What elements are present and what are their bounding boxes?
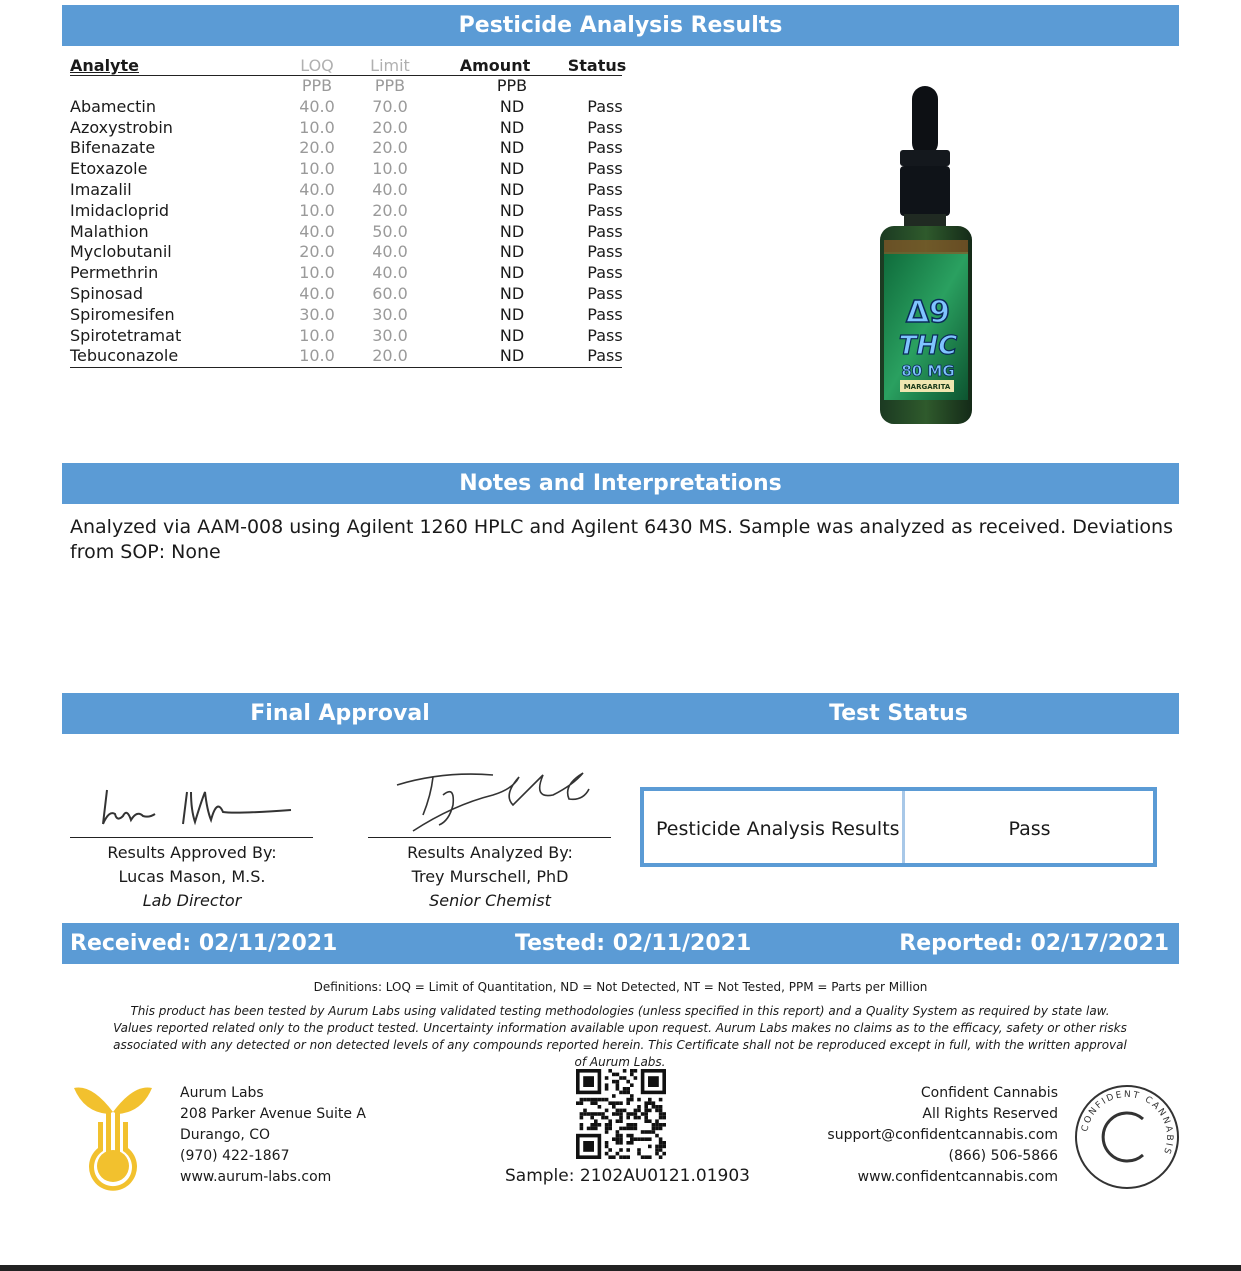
received-date: Received: 02/11/2021	[70, 931, 338, 956]
status-cell: Pass	[587, 138, 623, 158]
analyte-cell: Imazalil	[70, 179, 132, 199]
table-row	[70, 180, 622, 201]
amount-cell: ND	[499, 304, 525, 324]
disclaimer-text: This product has been tested by Aurum Labs using validated testing methodologies (unless specified in this report) and a Quality System as required by state law. Values reported related only to the product tested. Uncertainty information available upon request. Aurum Labs makes no claims as to the efficacy, safety or other risks associated with any detected or non detected levels of any compounds reported herein. This Certificate shall not be reproduced except in full, with the written approval of Aurum Labs.	[113, 1004, 1127, 1069]
loq-cell: 10.0	[299, 346, 335, 366]
limit-cell: 40.0	[372, 242, 408, 262]
table-row	[70, 201, 622, 222]
seal-text: CONFIDENT CANNABIS	[1080, 1089, 1175, 1157]
amount-cell: ND	[499, 263, 525, 283]
cc-email: support@confidentcannabis.com	[827, 1127, 1058, 1143]
units-row	[70, 76, 622, 97]
approver-name: Lucas Mason, M.S.	[118, 867, 266, 886]
pesticide-table	[70, 56, 627, 368]
aurum-labs-logo	[72, 1082, 154, 1192]
table-row	[70, 138, 622, 159]
cc-phone: (866) 506-5866	[948, 1148, 1058, 1164]
pesticide-section-title: Pesticide Analysis Results	[458, 13, 783, 38]
final-approval-title: Final Approval	[250, 701, 430, 726]
qr-code[interactable]	[576, 1069, 666, 1159]
loq-cell: 20.0	[299, 242, 335, 262]
limit-cell: 20.0	[372, 117, 408, 137]
loq-cell: 40.0	[299, 221, 335, 241]
analyst-signature	[393, 765, 593, 837]
approval-header-band	[62, 693, 1179, 734]
limit-cell: 20.0	[372, 200, 408, 220]
label-delta9: Δ9	[905, 295, 951, 330]
analyte-cell: Tebuconazole	[70, 346, 179, 366]
limit-cell: 20.0	[372, 346, 408, 366]
test-status-box	[640, 787, 1157, 867]
limit-cell: 70.0	[372, 96, 408, 116]
analyst-block	[368, 841, 612, 913]
amount-cell: ND	[499, 200, 525, 220]
header-amount: Amount	[459, 56, 531, 75]
lab-address-block	[180, 1083, 366, 1188]
table-row	[70, 118, 622, 139]
notes-section-title: Notes and Interpretations	[459, 471, 782, 496]
status-cell: Pass	[587, 117, 623, 137]
cc-rights: All Rights Reserved	[922, 1106, 1058, 1122]
status-cell: Pass	[587, 159, 623, 179]
bottom-bar	[0, 1265, 1241, 1271]
table-row	[70, 242, 622, 263]
loq-cell: 10.0	[299, 117, 335, 137]
notes-header-band	[62, 463, 1179, 504]
amount-cell: ND	[499, 117, 525, 137]
confident-cannabis-seal-icon	[1073, 1083, 1181, 1191]
header-loq: LOQ	[300, 56, 334, 75]
analyst-role: Senior Chemist	[429, 891, 551, 910]
analyte-cell: Spinosad	[70, 283, 143, 303]
label-flavor: MARGARITA	[903, 383, 951, 391]
analyst-name: Trey Murschell, PhD	[411, 867, 569, 886]
label-dose: 80 MG	[901, 362, 955, 380]
analyte-cell: Spiromesifen	[70, 304, 175, 324]
notes-text: Analyzed via AAM-008 using Agilent 1260 HPLC and Agilent 6430 MS. Sample was analyzed as received. Deviations from SOP: None	[70, 516, 1173, 563]
test-status-title: Test Status	[829, 701, 968, 726]
status-cell: Pass	[587, 346, 623, 366]
status-cell: Pass	[587, 179, 623, 199]
amount-cell: ND	[499, 242, 525, 262]
loq-cell: 10.0	[299, 325, 335, 345]
header-analyte: Analyte	[70, 56, 139, 75]
table-row	[70, 97, 622, 118]
approver-signature-line	[70, 837, 313, 838]
amount-cell: ND	[499, 179, 525, 199]
limit-cell: 40.0	[372, 179, 408, 199]
approver-caption: Results Approved By:	[107, 843, 277, 862]
approver-role: Lab Director	[142, 891, 242, 910]
limit-cell: 50.0	[372, 221, 408, 241]
test-status-label: Pesticide Analysis Results	[656, 818, 900, 840]
lab-city: Durango, CO	[180, 1127, 271, 1143]
analyte-cell: Myclobutanil	[70, 242, 172, 262]
status-cell: Pass	[587, 221, 623, 241]
reported-date: Reported: 02/17/2021	[899, 931, 1169, 956]
limit-cell: 60.0	[372, 283, 408, 303]
lab-street: 208 Parker Avenue Suite A	[180, 1106, 366, 1122]
status-cell: Pass	[587, 96, 623, 116]
status-divider	[902, 791, 905, 863]
sample-id: Sample: 2102AU0121.01903	[505, 1166, 750, 1186]
lab-phone: (970) 422-1867	[180, 1148, 290, 1164]
status-cell: Pass	[587, 263, 623, 283]
analyte-cell: Imidacloprid	[70, 200, 170, 220]
status-cell: Pass	[587, 283, 623, 303]
analyte-cell: Malathion	[70, 221, 149, 241]
table-row	[70, 346, 622, 368]
analyte-cell: Azoxystrobin	[70, 117, 173, 137]
table-row	[70, 326, 622, 347]
lab-website: www.aurum-labs.com	[180, 1169, 332, 1185]
approver-block	[70, 841, 314, 913]
loq-cell: 40.0	[299, 96, 335, 116]
limit-cell: 20.0	[372, 138, 408, 158]
table-header-row	[70, 56, 627, 76]
analyte-cell: Spirotetramat	[70, 325, 182, 345]
tested-date: Tested: 02/11/2021	[515, 931, 752, 956]
status-cell: Pass	[587, 200, 623, 220]
lab-name: Aurum Labs	[180, 1085, 264, 1101]
table-row	[70, 305, 622, 326]
loq-cell: 20.0	[299, 138, 335, 158]
pesticide-header-band	[62, 5, 1179, 46]
loq-cell: 30.0	[299, 304, 335, 324]
unit-limit: PPB	[374, 76, 406, 95]
analyst-signature-line	[368, 837, 611, 838]
analyte-cell: Abamectin	[70, 96, 156, 116]
amount-cell: ND	[499, 138, 525, 158]
approver-signature	[95, 780, 300, 835]
status-cell: Pass	[587, 242, 623, 262]
limit-cell: 30.0	[372, 304, 408, 324]
loq-cell: 40.0	[299, 179, 335, 199]
amount-cell: ND	[499, 325, 525, 345]
table-row	[70, 284, 622, 305]
limit-cell: 30.0	[372, 325, 408, 345]
svg-text:CONFIDENT CANNABIS	[1080, 1090, 1174, 1157]
definitions-text: Definitions: LOQ = Limit of Quantitation, ND = Not Detected, NT = Not Tested, PPM = Parts per Million	[313, 980, 928, 994]
status-cell: Pass	[587, 325, 623, 345]
amount-cell: ND	[499, 96, 525, 116]
loq-cell: 40.0	[299, 283, 335, 303]
table-row	[70, 159, 622, 180]
loq-cell: 10.0	[299, 159, 335, 179]
cc-contact-block	[827, 1083, 1058, 1188]
table-row	[70, 263, 622, 284]
status-cell: Pass	[587, 304, 623, 324]
table-row	[70, 222, 622, 243]
amount-cell: ND	[499, 221, 525, 241]
analyte-cell: Bifenazate	[70, 138, 156, 158]
loq-cell: 10.0	[299, 200, 335, 220]
test-status-value: Pass	[1008, 818, 1051, 840]
unit-loq: PPB	[301, 76, 333, 95]
unit-amount: PPB	[496, 76, 528, 95]
header-limit: Limit	[370, 56, 410, 75]
amount-cell: ND	[499, 346, 525, 366]
analyte-cell: Etoxazole	[70, 159, 148, 179]
analyte-cell: Permethrin	[70, 263, 159, 283]
label-thc: THC	[898, 331, 958, 361]
loq-cell: 10.0	[299, 263, 335, 283]
amount-cell: ND	[499, 159, 525, 179]
product-bottle-image	[860, 80, 990, 430]
limit-cell: 40.0	[372, 263, 408, 283]
table-body	[70, 97, 622, 368]
header-status: Status	[567, 56, 627, 75]
limit-cell: 10.0	[372, 159, 408, 179]
cc-website: www.confidentcannabis.com	[857, 1169, 1058, 1185]
amount-cell: ND	[499, 283, 525, 303]
analyst-caption: Results Analyzed By:	[407, 843, 573, 862]
cc-name: Confident Cannabis	[920, 1085, 1058, 1101]
